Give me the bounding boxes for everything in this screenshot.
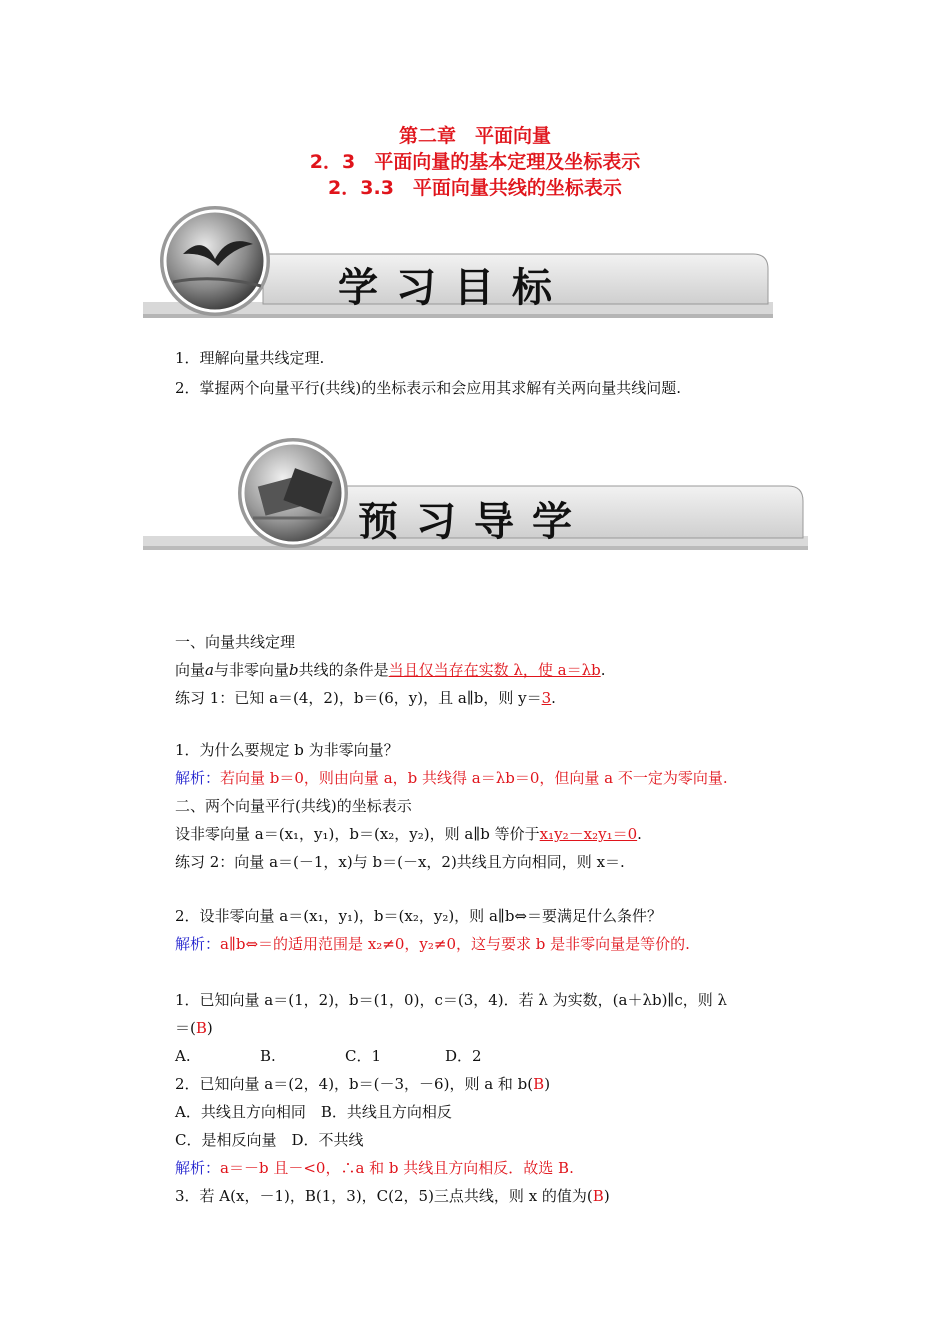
problem1-line2: ＝(B) (175, 1019, 213, 1037)
preview-banner-text: 预习导学 (358, 499, 590, 545)
exercise1-line: 练习 1：已知 a＝(4，2)，b＝(6，y)，且 a∥b，则 y＝3. (175, 689, 556, 707)
exercise2-line: 练习 2：向量 a＝(－1，x)与 b＝(－x，2)共线且方向相同，则 x＝. (175, 853, 625, 871)
question1: 1．为什么要规定 b 为非零向量？ (175, 741, 399, 759)
option-c: C．1 (345, 1047, 382, 1065)
question1-analysis: 解析：若向量 b＝0，则由向量 a，b 共线得 a＝λb＝0，但向量 a 不一定为零向量. (175, 769, 728, 787)
section-title: 2．3 平面向量的基本定理及坐标表示 (309, 151, 641, 173)
problem2-options-cd: C．是相反向量 D．不共线 (175, 1131, 364, 1149)
preview-banner (143, 436, 808, 556)
option-a: A. (175, 1047, 191, 1065)
question2: 2．设非零向量 a＝(x₁，y₁)，b＝(x₂，y₂)，则 a∥b⇔＝要满足什么条件？ (175, 907, 662, 925)
option-d: D．2 (445, 1047, 482, 1065)
section1-title: 一、向量共线定理 (175, 633, 296, 651)
condition-answer: x₁y₂－x₂y₁＝0 (539, 825, 638, 843)
problem3-stem: 3．若 A(x，－1)，B(1，3)，C(2，5)三点共线，则 x 的值为(B) (175, 1187, 610, 1205)
goal-item: 1．理解向量共线定理. (175, 349, 325, 367)
goals-banner (143, 204, 773, 324)
problem1-line1: 1．已知向量 a＝(1，2)，b＝(1，0)，c＝(3，4)．若 λ 为实数，(a＋λb)∥c，则 λ (175, 991, 728, 1009)
goal-item: 2．掌握两个向量平行(共线)的坐标表示和会应用其求解有关两向量共线问题. (175, 379, 682, 397)
goals-banner-text: 学习目标 (338, 265, 570, 311)
theorem-line: 向量a与非零向量b共线的条件是当且仅当存在实数 λ，使 a＝λb. (175, 661, 606, 679)
problem1-options (175, 1046, 482, 1066)
question2-analysis: 解析：a∥b⇔＝的适用范围是 x₂≠0，y₂≠0，这与要求 b 是非零向量是等价的. (175, 935, 690, 953)
problem2-options-ab: A．共线且方向相同 B．共线且方向相反 (175, 1103, 452, 1121)
coordinate-condition: 设非零向量 a＝(x₁，y₁)，b＝(x₂，y₂)，则 a∥b 等价于x₁y₂－x₂y₁＝0. (175, 825, 642, 843)
problem2-stem: 2．已知向量 a＝(2，4)，b＝(－3，－6)，则 a 和 b(B) (175, 1075, 551, 1093)
subsection-title: 2．3.3 平面向量共线的坐标表示 (328, 177, 622, 199)
problem2-analysis: 解析：a＝－b 且－<0，∴a 和 b 共线且方向相反．故选 B. (175, 1159, 574, 1177)
theorem-answer: 当且仅当存在实数 λ，使 a＝λb (388, 661, 601, 679)
chapter-title: 第二章 平面向量 (398, 125, 551, 147)
exercise1-answer: 3 (541, 689, 552, 707)
section2-title: 二、两个向量平行(共线)的坐标表示 (175, 797, 412, 815)
option-b: B. (260, 1047, 276, 1065)
